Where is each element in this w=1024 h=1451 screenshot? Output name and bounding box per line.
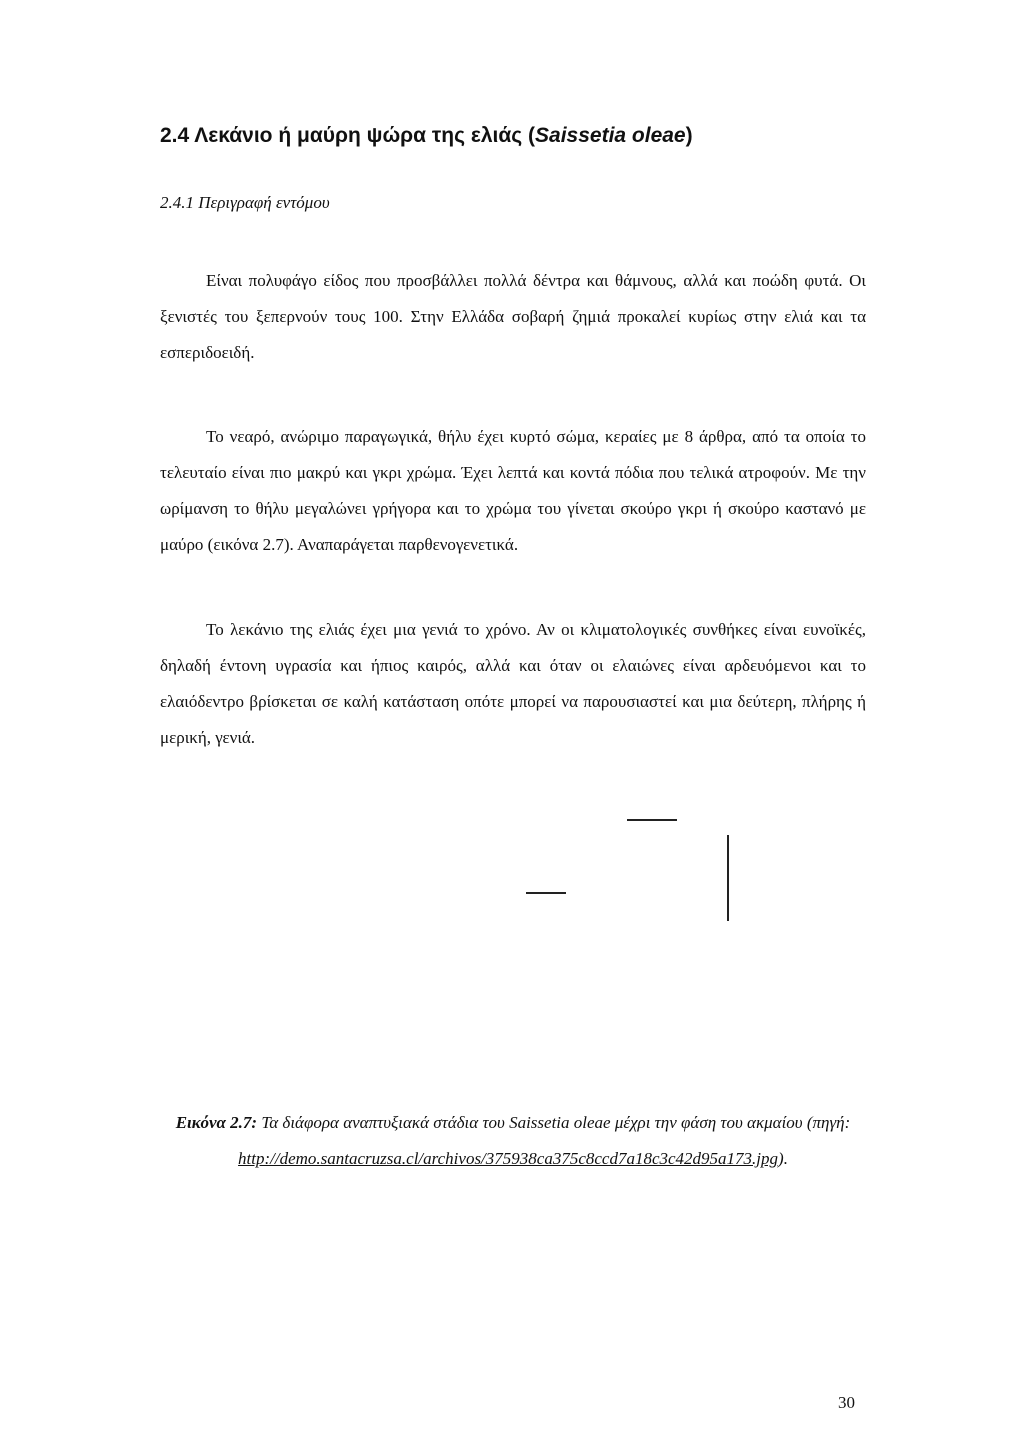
figure-fragment-line: [526, 892, 566, 894]
figure-caption-close: ).: [778, 1149, 788, 1168]
figure-fragment-line: [627, 819, 677, 821]
paragraph-life-cycle: Το λεκάνιο της ελιάς έχει μια γενιά το χρόνο. Αν οι κλιματολογικές συνθήκες είναι ευνοϊκές, δηλαδή έντονη υγρασία και ήπιος καιρός, αλλά και όταν οι ελαιώνες είναι αρδευόμενοι και το ελαιόδεντρο βρίσκεται σε καλή κατάσταση οπότε μπορεί να παρουσιαστεί και μια δεύτερη, πλήρης ή μερική, γενιά.: [160, 620, 866, 747]
paragraph-morphology: Το νεαρό, ανώριμο παραγωγικά, θήλυ έχει κυρτό σώμα, κεραίες με 8 άρθρα, από τα οποία το τελευταίο είναι πιο μακρύ και γκρι χρώμα. Έχει λεπτά και κοντά πόδια που τελικά ατροφούν. Με την ωρίμανση το θήλυ μεγαλώνει γρήγορα και το χρώμα του γίνεται σκούρο γκρι ή σκούρο καστανό με μαύρο (εικόνα 2.7). Αναπαράγεται παρθενογενετικά.: [160, 427, 866, 554]
section-heading-text: 2.4 Λεκάνιο ή μαύρη ψώρα της ελιάς (: [160, 124, 536, 147]
subsection-heading: 2.4.1 Περιγραφή εντόμου: [160, 193, 330, 212]
figure-source-link[interactable]: http://demo.santacruzsa.cl/archivos/375938ca375c8ccd7a18c3c42d95a173.jpg: [238, 1149, 779, 1168]
figure-caption-text: Τα διάφορα αναπτυξιακά στάδια του Saissetia oleae μέχρι την φάση του ακμαίου (πηγή:: [257, 1113, 851, 1132]
section-heading-close: ): [685, 124, 693, 147]
paragraph-description: Είναι πολυφάγο είδος που προσβάλλει πολλά δέντρα και θάμνους, αλλά και ποώδη φυτά. Οι ξενιστές του ξεπερνούν τους 100. Στην Ελλάδα σοβαρή ζημιά προκαλεί κυρίως στην ελιά και τα εσπεριδοειδή.: [160, 271, 866, 362]
figure-caption: [160, 1105, 866, 1177]
figure-fragment-line: [727, 835, 729, 921]
figure-placeholder: [520, 800, 780, 900]
section-heading: [160, 124, 693, 148]
figure-caption-label: Εικόνα 2.7:: [175, 1113, 258, 1132]
section-heading-scientific-name: Saissetia oleae: [535, 124, 686, 147]
page-number: 30: [838, 1393, 855, 1412]
